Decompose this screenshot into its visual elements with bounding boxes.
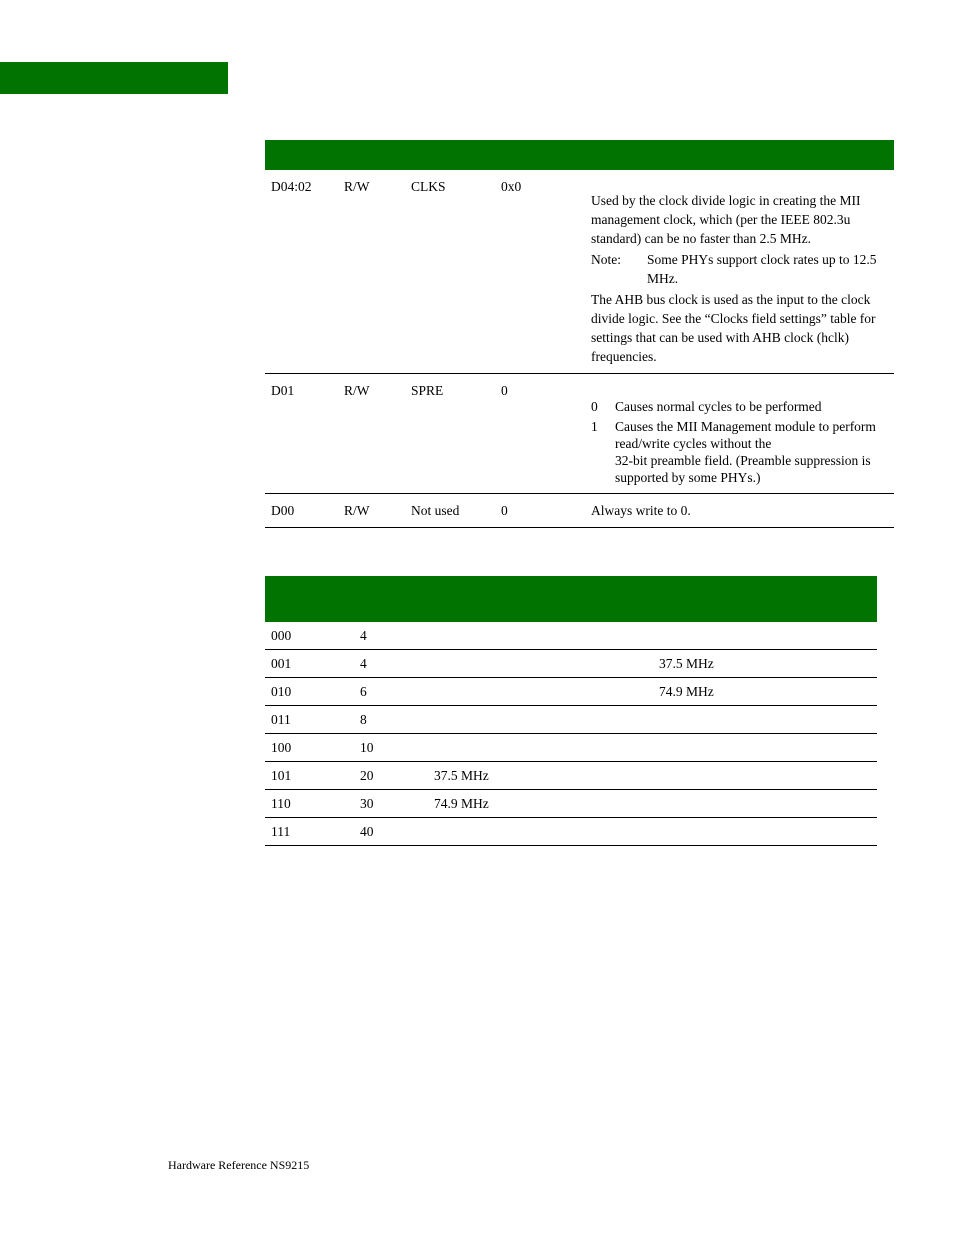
- mnemonic-cell: SPRE: [405, 374, 495, 494]
- clock-setting-cell: 010: [265, 678, 354, 706]
- option-0: [591, 398, 886, 415]
- clock-setting-cell: 001: [265, 650, 354, 678]
- table-row: [265, 734, 877, 762]
- register-table-header: [265, 140, 894, 170]
- bits-cell: D04:02: [265, 170, 338, 374]
- description-cell: [585, 170, 894, 374]
- table-row: [265, 622, 877, 650]
- clock-divide-cell: 4: [354, 650, 428, 678]
- access-cell: R/W: [338, 170, 405, 374]
- access-cell: R/W: [338, 494, 405, 528]
- clock-divide-cell: 8: [354, 706, 428, 734]
- option-1: [591, 418, 886, 486]
- option-text-line: Causes the MII Management module to perform read/write cycles without the: [615, 419, 876, 451]
- option-text: Causes normal cycles to be performed: [615, 399, 822, 414]
- clock-col4-cell: [653, 622, 877, 650]
- reset-cell: 0x0: [495, 170, 585, 374]
- clock-setting-cell: 111: [265, 818, 354, 846]
- clock-divide-cell: 40: [354, 818, 428, 846]
- register-bit-table: [265, 140, 894, 528]
- table-row: [265, 374, 894, 494]
- table-row: [265, 650, 877, 678]
- option-value: 0: [591, 399, 598, 414]
- clock-col3-cell: [428, 678, 653, 706]
- clock-setting-cell: 110: [265, 790, 354, 818]
- clock-col3-cell: 74.9 MHz: [428, 790, 653, 818]
- clock-divide-cell: 30: [354, 790, 428, 818]
- clock-col4-cell: [653, 706, 877, 734]
- clock-divide-cell: 20: [354, 762, 428, 790]
- table-row: [265, 678, 877, 706]
- clock-col4-cell: 37.5 MHz: [653, 650, 877, 678]
- mnemonic-cell: Not used: [405, 494, 495, 528]
- option-text: [615, 418, 886, 486]
- clock-col4-cell: [653, 734, 877, 762]
- description-text: Used by the clock divide logic in creating the MII management clock, which (per the IEEE 802.3u standard) can be no faster than 2.5 MHz.: [591, 193, 861, 246]
- clock-setting-cell: 100: [265, 734, 354, 762]
- clock-col3-cell: [428, 650, 653, 678]
- table-row: [265, 762, 877, 790]
- bits-cell: D00: [265, 494, 338, 528]
- clocks-field-settings-table: [265, 576, 877, 846]
- option-value: 1: [591, 419, 598, 434]
- table-row: [265, 494, 894, 528]
- clock-setting-cell: 000: [265, 622, 354, 650]
- clock-col4-cell: [653, 818, 877, 846]
- clock-col3-cell: [428, 622, 653, 650]
- clock-divide-cell: 6: [354, 678, 428, 706]
- clock-col3-cell: [428, 734, 653, 762]
- clocks-table-header: [265, 576, 877, 622]
- clock-divide-cell: 10: [354, 734, 428, 762]
- note-label: Note:: [591, 252, 621, 267]
- description-text: The AHB bus clock is used as the input to the clock divide logic. See the “Clocks field settings” table for settings that can be used with AHB clock (hclk) frequencies.: [591, 292, 876, 364]
- table-row: [265, 790, 877, 818]
- clock-col3-cell: [428, 818, 653, 846]
- chapter-tab: [0, 62, 228, 94]
- access-cell: R/W: [338, 374, 405, 494]
- note-text: Some PHYs support clock rates up to 12.5 MHz.: [647, 252, 877, 286]
- option-text-line: 32-bit preamble field. (Preamble suppression is supported by some PHYs.): [615, 453, 871, 485]
- table-row: [265, 170, 894, 374]
- bits-cell: D01: [265, 374, 338, 494]
- description-cell: [585, 374, 894, 494]
- clock-setting-cell: 101: [265, 762, 354, 790]
- table-row: [265, 818, 877, 846]
- mnemonic-cell: CLKS: [405, 170, 495, 374]
- page-footer: Hardware Reference NS9215: [168, 1158, 310, 1172]
- clock-setting-cell: 011: [265, 706, 354, 734]
- clocks-table-body: [265, 622, 877, 846]
- clock-col3-cell: [428, 706, 653, 734]
- clock-col4-cell: 74.9 MHz: [653, 678, 877, 706]
- clock-divide-cell: 4: [354, 622, 428, 650]
- reset-cell: 0: [495, 494, 585, 528]
- reset-cell: 0: [495, 374, 585, 494]
- description-cell: Always write to 0.: [585, 494, 894, 528]
- clock-col4-cell: [653, 790, 877, 818]
- clock-col4-cell: [653, 762, 877, 790]
- table-row: [265, 706, 877, 734]
- note: [591, 250, 886, 288]
- clock-col3-cell: 37.5 MHz: [428, 762, 653, 790]
